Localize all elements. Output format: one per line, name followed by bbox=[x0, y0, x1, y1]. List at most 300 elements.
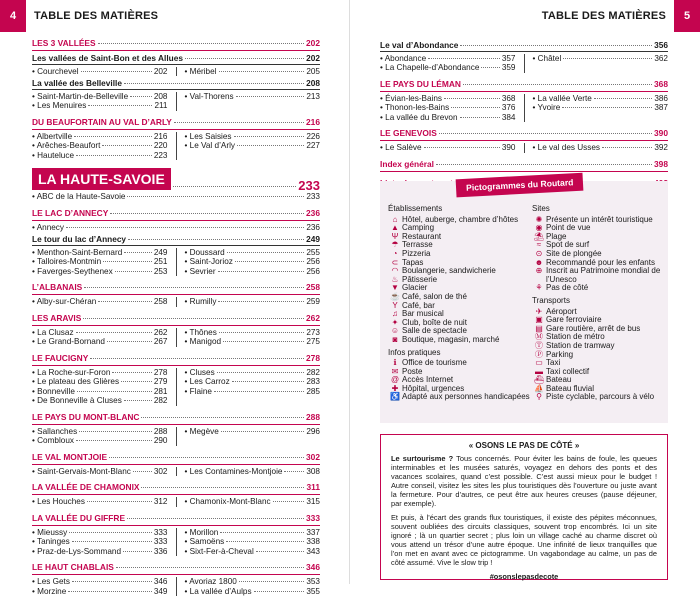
pictogram-label: Pâtisserie bbox=[402, 276, 530, 285]
pictogram-label: Bateau bbox=[546, 376, 662, 385]
left-page-header bbox=[0, 0, 350, 32]
leader-dots bbox=[256, 551, 305, 552]
section-heading bbox=[32, 562, 320, 575]
entries-left-column bbox=[32, 297, 177, 307]
viewpoint-icon: ◉ bbox=[532, 224, 546, 233]
leader-dots bbox=[109, 457, 304, 458]
pictogram-group-heading: Transports bbox=[532, 297, 662, 306]
leader-dots bbox=[124, 83, 304, 84]
leader-dots bbox=[481, 67, 499, 68]
toc-entry bbox=[32, 577, 168, 587]
leader-dots bbox=[214, 391, 304, 392]
entry-page: 273 bbox=[306, 328, 320, 338]
leader-dots bbox=[133, 471, 152, 472]
toc-entry bbox=[185, 257, 321, 267]
toc-entry-group bbox=[32, 577, 320, 596]
entry-label: L’ALBANAIS bbox=[32, 282, 82, 293]
camping-icon: ▲ bbox=[388, 224, 402, 233]
toc-entry-group bbox=[32, 328, 320, 347]
bar-icon: Y bbox=[388, 302, 402, 311]
parking-icon: Ⓟ bbox=[532, 351, 546, 360]
osons-title: « OSONS LE PAS DE CÔTÉ » bbox=[391, 441, 657, 450]
pictograms-left-column bbox=[388, 205, 530, 402]
entry-page: 267 bbox=[154, 337, 168, 347]
toc-entry bbox=[185, 337, 321, 347]
entries-right-column bbox=[525, 54, 669, 73]
right-table-of-contents bbox=[380, 38, 668, 191]
entry-page: 357 bbox=[502, 54, 516, 64]
pictogram-label: Plage bbox=[546, 233, 662, 242]
entries-right-column bbox=[525, 143, 669, 153]
entry-label: • Talloires-Montmin bbox=[32, 257, 101, 267]
entry-page: 336 bbox=[154, 547, 168, 557]
toc-entry bbox=[185, 427, 321, 437]
region-title bbox=[32, 168, 320, 190]
toc-entry-group bbox=[32, 67, 320, 77]
entry-page: 353 bbox=[306, 577, 320, 587]
pictograms-right-column bbox=[532, 205, 662, 402]
toc-entry bbox=[185, 267, 321, 277]
pictogram-label: Café, bar bbox=[402, 302, 530, 311]
entry-page: 368 bbox=[654, 79, 668, 90]
entry-page: 288 bbox=[154, 427, 168, 437]
leader-dots bbox=[235, 261, 304, 262]
toc-entry-group bbox=[32, 297, 320, 307]
entry-label: LE LAC D’ANNECY bbox=[32, 208, 108, 219]
entry-page: 216 bbox=[154, 132, 168, 142]
toc-entry bbox=[32, 297, 168, 307]
entry-page: 338 bbox=[306, 537, 320, 547]
toc-entry bbox=[32, 337, 168, 347]
toc-entry-group bbox=[32, 497, 320, 507]
toc-entry bbox=[380, 103, 516, 113]
toc-entry bbox=[185, 297, 321, 307]
leader-dots bbox=[226, 541, 304, 542]
entries-left-column bbox=[32, 427, 177, 446]
right-page bbox=[350, 0, 700, 584]
unesco-icon: ⊕ bbox=[532, 267, 546, 276]
entries-right-column bbox=[177, 427, 321, 446]
right-page-header bbox=[350, 0, 700, 32]
entry-page: 315 bbox=[306, 497, 320, 507]
region-title-label: LA HAUTE-SAVOIE bbox=[32, 168, 171, 190]
toc-entry bbox=[185, 248, 321, 258]
pictogram-label: Camping bbox=[402, 224, 530, 233]
entry-page: 259 bbox=[306, 297, 320, 307]
leader-dots bbox=[220, 532, 304, 533]
entry-label: • La vallée Verte bbox=[533, 94, 592, 104]
section-heading bbox=[380, 159, 668, 172]
entry-label: • Saint-Jorioz bbox=[185, 257, 233, 267]
entry-page: 258 bbox=[306, 282, 320, 293]
leader-dots bbox=[273, 501, 305, 502]
leader-dots bbox=[112, 372, 151, 373]
leader-dots bbox=[563, 58, 652, 59]
river-boat-icon: ⛵ bbox=[532, 385, 546, 394]
entry-page: 202 bbox=[154, 67, 168, 77]
entry-page: 390 bbox=[502, 143, 516, 153]
pictogram-label: Pizzeria bbox=[402, 250, 530, 259]
entry-label: • La Clusaz bbox=[32, 328, 74, 338]
entry-label: • Combloux bbox=[32, 436, 74, 446]
entry-page: 346 bbox=[154, 577, 168, 587]
toc-entry bbox=[185, 528, 321, 538]
entry-label: DU BEAUFORTAIN AU VAL D’ARLY bbox=[32, 117, 172, 128]
section-heading bbox=[32, 313, 320, 326]
pictogram-label: Hôtel, auberge, chambre d’hôtes bbox=[402, 216, 530, 225]
pictogram-label: Terrasse bbox=[402, 241, 530, 250]
toc-entry-group bbox=[32, 528, 320, 557]
entries-right-column bbox=[177, 328, 321, 347]
shared-taxi-icon: ▬ bbox=[532, 368, 546, 377]
entry-label: • Samoëns bbox=[185, 537, 225, 547]
subsection-heading bbox=[32, 53, 320, 65]
toc-entry bbox=[185, 537, 321, 547]
entry-page: 302 bbox=[306, 452, 320, 463]
entry-page: 208 bbox=[154, 92, 168, 102]
pictogram-label: Point de vue bbox=[546, 224, 662, 233]
entry-page: 281 bbox=[154, 387, 168, 397]
leader-dots bbox=[141, 417, 304, 418]
entry-page: 275 bbox=[306, 337, 320, 347]
entry-page: 302 bbox=[154, 467, 168, 477]
entry-label: Les vallées de Saint-Bon et des Allues bbox=[32, 53, 183, 64]
entries-right-column bbox=[525, 94, 669, 123]
left-table-of-contents bbox=[32, 38, 320, 596]
entry-page: 349 bbox=[154, 587, 168, 596]
leader-dots bbox=[284, 471, 304, 472]
entry-page: 213 bbox=[306, 92, 320, 102]
entry-page: 208 bbox=[306, 78, 320, 89]
pictogram-label: Gare ferroviaire bbox=[546, 316, 662, 325]
pictogram-label: Taxi collectif bbox=[546, 368, 662, 377]
entry-label: • Thonon-les-Bains bbox=[380, 103, 449, 113]
entry-page: 312 bbox=[154, 497, 168, 507]
entry-label: Le val d’Abondance bbox=[380, 40, 458, 51]
entry-page: 296 bbox=[306, 427, 320, 437]
pictogram-label: Spot de surf bbox=[546, 241, 662, 250]
entry-label: • Morillon bbox=[185, 528, 219, 538]
toc-entry-group bbox=[32, 132, 320, 161]
subsection-heading bbox=[380, 40, 668, 52]
leader-dots bbox=[121, 381, 152, 382]
toc-entry bbox=[32, 192, 320, 202]
entry-label: Le tour du lac d’Annecy bbox=[32, 234, 126, 245]
entry-label: • Le plateau des Glières bbox=[32, 377, 119, 387]
leader-dots bbox=[69, 532, 152, 533]
section-heading bbox=[32, 282, 320, 295]
leader-dots bbox=[141, 487, 304, 488]
pictograms-panel bbox=[380, 181, 668, 423]
entries-right-column bbox=[177, 248, 321, 277]
section-heading bbox=[32, 117, 320, 130]
entries-right-column bbox=[177, 92, 321, 111]
entry-label: • Bonneville bbox=[32, 387, 75, 397]
surf-icon: ≈ bbox=[532, 241, 546, 250]
entry-page: 333 bbox=[154, 537, 168, 547]
entry-label: • Sallanches bbox=[32, 427, 77, 437]
entry-page: 288 bbox=[306, 412, 320, 423]
entry-page: 202 bbox=[306, 38, 320, 49]
entry-page: 390 bbox=[654, 128, 668, 139]
bus-icon: ▤ bbox=[532, 325, 546, 334]
terrace-icon: ☂ bbox=[388, 241, 402, 250]
leader-dots bbox=[218, 271, 305, 272]
entry-page: 249 bbox=[154, 248, 168, 258]
pictogram-label: Site de plongée bbox=[546, 250, 662, 259]
pictogram-label: Boutique, magasin, marché bbox=[402, 336, 530, 345]
entries-right-column bbox=[177, 67, 321, 77]
entry-page: 226 bbox=[306, 132, 320, 142]
entries-left-column bbox=[32, 497, 177, 507]
entry-label: • Rumilly bbox=[185, 297, 217, 307]
entry-page: 285 bbox=[306, 387, 320, 397]
pictogram-label: Restaurant bbox=[402, 233, 530, 242]
entry-label: • Les Houches bbox=[32, 497, 85, 507]
entry-label: La vallée des Belleville bbox=[32, 78, 122, 89]
leader-dots bbox=[123, 551, 152, 552]
pictogram-label: Accès Internet bbox=[402, 376, 530, 385]
pastry-icon: ♨ bbox=[388, 276, 402, 285]
leader-dots bbox=[72, 541, 152, 542]
leader-dots bbox=[444, 98, 500, 99]
toc-entry bbox=[185, 497, 321, 507]
toc-entry bbox=[380, 143, 516, 153]
toc-entry-group bbox=[32, 467, 320, 477]
entry-page: 255 bbox=[306, 248, 320, 258]
leader-dots bbox=[74, 136, 152, 137]
leader-dots bbox=[124, 252, 152, 253]
bed-icon: ⌂ bbox=[388, 216, 402, 225]
entry-label: • Thônes bbox=[185, 328, 217, 338]
entry-page: 362 bbox=[654, 54, 668, 64]
leader-dots bbox=[88, 105, 152, 106]
osons-lead: Le surtourisme ? bbox=[391, 454, 453, 463]
toc-entry-group bbox=[380, 143, 668, 153]
tram-icon: Ⓣ bbox=[532, 342, 546, 351]
restaurant-icon: Ψ bbox=[388, 233, 402, 242]
toc-entry bbox=[185, 92, 321, 102]
entries-right-column bbox=[177, 497, 321, 507]
toc-entry bbox=[533, 54, 669, 64]
section-heading bbox=[32, 452, 320, 465]
leader-dots bbox=[424, 147, 500, 148]
pictogram-item bbox=[388, 393, 530, 402]
entry-page: 220 bbox=[154, 141, 168, 151]
entry-label: • Praz-de-Lys-Sommand bbox=[32, 547, 121, 557]
toc-entry bbox=[32, 151, 168, 161]
entries-left-column bbox=[32, 132, 177, 161]
entries-left-column bbox=[32, 248, 177, 277]
pictogram-label: Tapas bbox=[402, 259, 530, 268]
leader-dots bbox=[98, 43, 304, 44]
toc-entry bbox=[32, 223, 320, 233]
sight-icon: ✺ bbox=[532, 216, 546, 225]
diving-icon: ⊙ bbox=[532, 250, 546, 259]
toc-entry bbox=[185, 467, 321, 477]
leader-dots bbox=[428, 58, 500, 59]
section-heading bbox=[32, 208, 320, 221]
leader-dots bbox=[102, 145, 151, 146]
entry-label: • Alby-sur-Chéran bbox=[32, 297, 96, 307]
entry-label: • Faverges-Seythenex bbox=[32, 267, 113, 277]
pictogram-label: Hôpital, urgences bbox=[402, 385, 530, 394]
entry-page: 368 bbox=[502, 94, 516, 104]
entry-label: • Courchevel bbox=[32, 67, 79, 77]
entry-label: • Le Val d’Arly bbox=[185, 141, 236, 151]
entry-page: 211 bbox=[154, 101, 167, 111]
entry-label: • Le val des Usses bbox=[533, 143, 601, 153]
entry-label: • Les Contamines-Montjoie bbox=[185, 467, 283, 477]
entry-label: • Saint-Martin-de-Belleville bbox=[32, 92, 128, 102]
entry-label: • Morzine bbox=[32, 587, 66, 596]
entry-label: • Menthon-Saint-Bernard bbox=[32, 248, 122, 258]
leader-dots bbox=[221, 431, 305, 432]
entry-label: • Hauteluce bbox=[32, 151, 74, 161]
entry-label: • Avoriaz 1800 bbox=[185, 577, 237, 587]
entry-label: LA VALLÉE DU GIFFRE bbox=[32, 513, 125, 524]
leader-dots bbox=[218, 301, 304, 302]
leader-dots bbox=[130, 96, 152, 97]
pizza-icon: ◔ bbox=[388, 250, 402, 259]
entries-left-column bbox=[32, 467, 177, 477]
cafe-icon: ☕ bbox=[388, 293, 402, 302]
toc-entry bbox=[32, 67, 168, 77]
pictogram-label: Boulangerie, sandwicherie bbox=[402, 267, 530, 276]
entry-page: 346 bbox=[306, 562, 320, 573]
pictogram-label: Station de métro bbox=[546, 333, 662, 342]
leader-dots bbox=[219, 332, 305, 333]
entry-page: 256 bbox=[306, 257, 320, 267]
entry-page: 311 bbox=[306, 482, 320, 493]
leader-dots bbox=[436, 164, 652, 165]
leader-dots bbox=[84, 287, 304, 288]
entry-label: • Évian-les-Bains bbox=[380, 94, 442, 104]
leader-dots bbox=[236, 96, 305, 97]
osons-paragraph-2: Et puis, à l’écart des grands flux touristiques, il existe des pépites méconnues, souvent oubliées des circuits classiques, souvent trop encombrés. Ici un site ignoré ; là un quartier secret ; plus loin un village caché au charme discret où vous attend un trésor d’une autre époque. Une infinité de lieux tranquilles que l’on met en avant avec ce pictogramme. Un vagabondage au calme, un pas de côté assumé. Vive le slow trip ! bbox=[391, 513, 657, 567]
tapas-icon: ⊂ bbox=[388, 259, 402, 268]
music-bar-icon: ♫ bbox=[388, 310, 402, 319]
entry-page: 282 bbox=[306, 368, 320, 378]
section-heading bbox=[32, 482, 320, 495]
leader-dots bbox=[463, 84, 652, 85]
leader-dots bbox=[602, 147, 652, 148]
entry-page: 256 bbox=[306, 267, 320, 277]
pictogram-label: Poste bbox=[402, 368, 530, 377]
toc-entry bbox=[32, 248, 168, 258]
pictogram-label: Adapté aux personnes handicapées bbox=[402, 393, 530, 402]
pictogram-label: Bar musical bbox=[402, 310, 530, 319]
beach-icon: ⛱ bbox=[532, 233, 546, 242]
left-page-number: 4 bbox=[0, 0, 26, 32]
entry-page: 249 bbox=[306, 234, 320, 245]
entry-label: • Les Carroz bbox=[185, 377, 230, 387]
leader-dots bbox=[439, 133, 652, 134]
section-heading bbox=[380, 128, 668, 141]
boat-icon: ⛴ bbox=[532, 376, 546, 385]
entry-page: 258 bbox=[154, 297, 168, 307]
leader-dots bbox=[460, 45, 652, 46]
toc-entry bbox=[32, 267, 168, 277]
entry-label: LE GENEVOIS bbox=[380, 128, 437, 139]
toc-entry bbox=[380, 54, 516, 64]
leader-dots bbox=[76, 440, 152, 441]
section-heading bbox=[32, 513, 320, 526]
pictogram-group-heading: Établissements bbox=[388, 205, 530, 214]
osons-hashtag: #osonslepasdecote bbox=[391, 572, 657, 581]
toc-entry bbox=[185, 368, 321, 378]
leader-dots bbox=[254, 591, 305, 592]
entry-label: • Sevrier bbox=[185, 267, 216, 277]
entry-page: 308 bbox=[306, 467, 320, 477]
entry-page: 359 bbox=[502, 63, 516, 73]
toc-entry-group bbox=[32, 368, 320, 406]
toc-entry bbox=[32, 368, 168, 378]
entry-page: 205 bbox=[306, 67, 320, 77]
toc-entry bbox=[32, 537, 168, 547]
toc-entry-group bbox=[380, 54, 668, 73]
entry-label: • Les Gets bbox=[32, 577, 70, 587]
toc-entry bbox=[533, 103, 669, 113]
toc-entry bbox=[32, 467, 168, 477]
kids-icon: ☻ bbox=[532, 259, 546, 268]
club-icon: ✦ bbox=[388, 319, 402, 328]
leader-dots bbox=[76, 332, 152, 333]
bakery-icon: ◠ bbox=[388, 267, 402, 276]
pictogram-label: Recommandé pour les enfants bbox=[546, 259, 662, 268]
pictogram-label: Taxi bbox=[546, 359, 662, 368]
leader-dots bbox=[185, 58, 304, 59]
pictogram-item bbox=[388, 336, 530, 345]
toc-entry bbox=[32, 587, 168, 596]
entry-page: 236 bbox=[306, 223, 320, 233]
leader-dots bbox=[239, 581, 304, 582]
leader-dots bbox=[173, 186, 297, 187]
pictogram-label: Bateau fluvial bbox=[546, 385, 662, 394]
section-heading bbox=[380, 79, 668, 92]
toc-entry bbox=[380, 63, 516, 73]
entry-page: 216 bbox=[306, 117, 320, 128]
entries-left-column bbox=[32, 328, 177, 347]
toc-entry bbox=[32, 141, 168, 151]
toc-entry bbox=[32, 427, 168, 437]
entry-page: 223 bbox=[154, 151, 168, 161]
toc-entry-group bbox=[32, 248, 320, 277]
entry-label: • Mieussy bbox=[32, 528, 67, 538]
pictogram-label: Parking bbox=[546, 351, 662, 360]
entry-label: • La vallée d’Aulps bbox=[185, 587, 252, 596]
entry-label: • Taninges bbox=[32, 537, 70, 547]
osons-paragraph-1 bbox=[391, 454, 657, 508]
toc-entry bbox=[185, 387, 321, 397]
leader-dots bbox=[107, 341, 152, 342]
entry-label: LES 3 VALLÉES bbox=[32, 38, 96, 49]
entry-page: 262 bbox=[306, 313, 320, 324]
entries-left-column bbox=[32, 67, 177, 77]
entry-page: 227 bbox=[306, 141, 320, 151]
accessible-icon: ♿ bbox=[388, 393, 402, 402]
entries-left-column bbox=[32, 368, 177, 406]
entry-page: 337 bbox=[306, 528, 320, 538]
entry-page: 233 bbox=[306, 192, 320, 202]
leader-dots bbox=[66, 227, 304, 228]
entry-label: LE PAYS DU MONT-BLANC bbox=[32, 412, 139, 423]
leader-dots bbox=[234, 136, 305, 137]
section-heading bbox=[32, 353, 320, 366]
entry-label: • Manigod bbox=[185, 337, 222, 347]
leader-dots bbox=[451, 107, 500, 108]
entry-label: LE VAL MONTJOIE bbox=[32, 452, 107, 463]
